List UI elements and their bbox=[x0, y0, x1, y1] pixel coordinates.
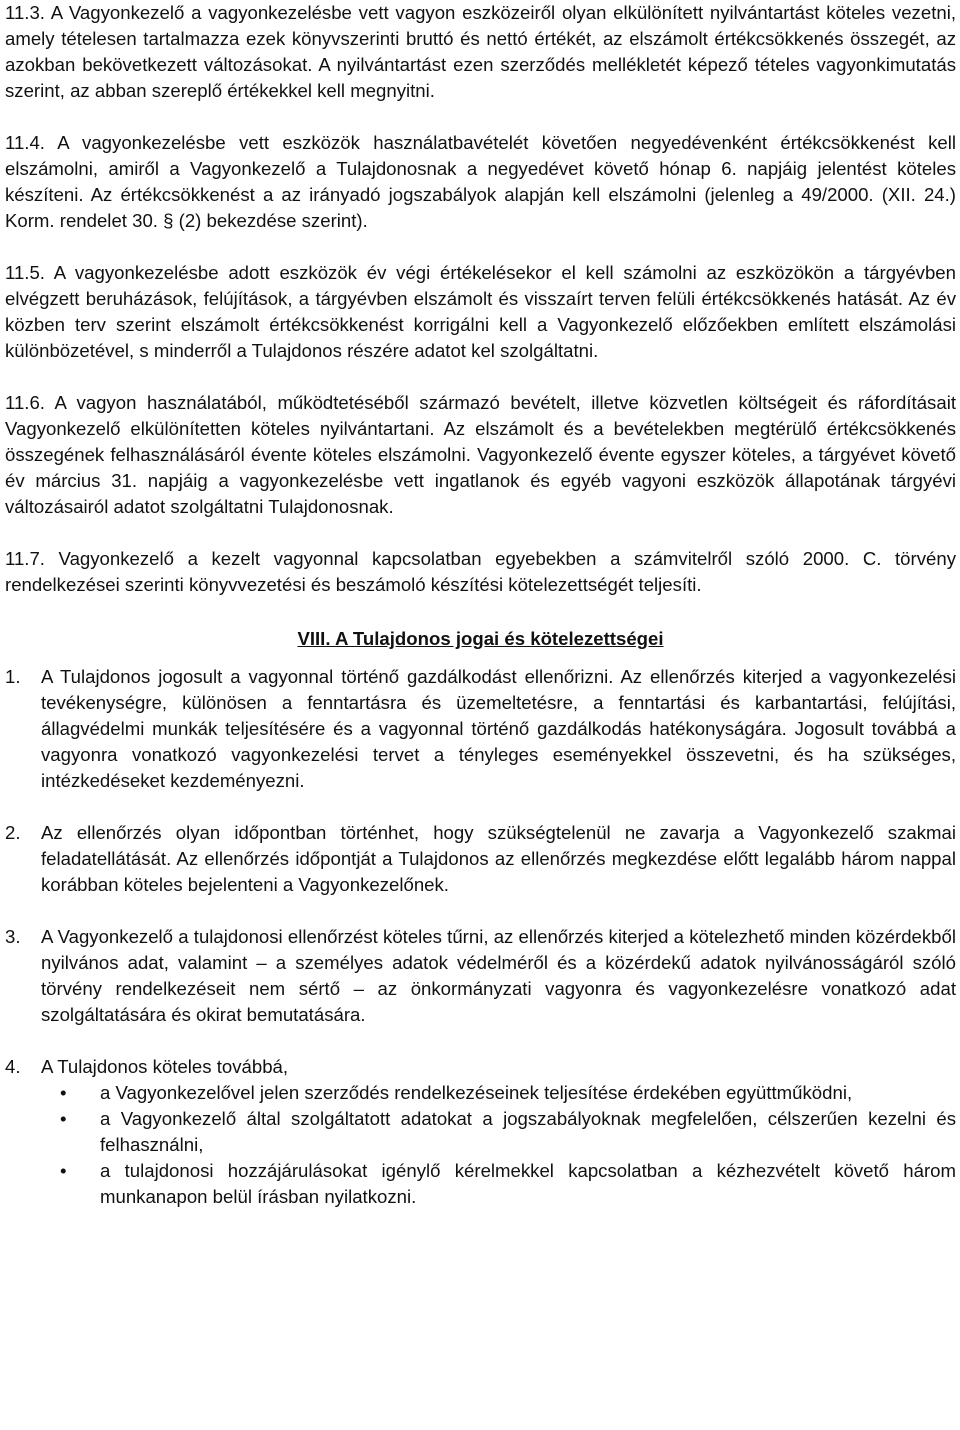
item-text: Az ellenőrzés olyan időpontban történhet, hogy szükségtelenül ne zavarja a Vagyonkezelő szakmai feladatellátását. Az ellenőrzés időpontját a Tulajdonos az ellenőrzés megkezdése előtt legalább három nappal korábban köteles bejelenteni a Vagyonkezelőnek. bbox=[41, 822, 956, 895]
item-number: 2. bbox=[5, 822, 21, 843]
chapter-heading: VIII. A Tulajdonos jogai és kötelezettségei bbox=[297, 628, 664, 649]
bullet-text: a tulajdonosi hozzájárulásokat igénylő kérelmekkel kapcsolatban a kézhezvételt követő három munkanapon belül írásban nyilatkozni. bbox=[100, 1160, 956, 1207]
section-11-7: 11.7. Vagyonkezelő a kezelt vagyonnal kapcsolatban egyebekben a számvitelről szóló 2000. C. törvény rendelkezései szerinti könyvvezetési és beszámoló készítési kötelezettségét teljesíti. bbox=[5, 548, 956, 595]
bullet-icon: • bbox=[60, 1108, 67, 1129]
section-11-3: 11.3. A Vagyonkezelő a vagyonkezelésbe vett vagyon eszközeiről olyan elkülönített nyilvántartást köteles vezetni, amely tételesen tartalmazza ezek könyvszerinti bruttó és nettó értékét, az elszámolt értékcsökkenés összegét, az azokban bekövetkezett változásokat. A nyilvántartást ezen szerződés mellékletét képező tételes vagyonkimutatás szerint, az abban szereplő értékekkel kell megnyitni. bbox=[5, 2, 956, 101]
list-item bbox=[5, 1106, 956, 1158]
numbered-item-2 bbox=[5, 820, 956, 898]
bullet-text: a Vagyonkezelővel jelen szerződés rendelkezéseinek teljesítése érdekében együttműködni, bbox=[100, 1082, 853, 1103]
numbered-item-3 bbox=[5, 924, 956, 1028]
bullet-icon: • bbox=[60, 1160, 67, 1181]
section-11-5: 11.5. A vagyonkezelésbe adott eszközök év végi értékelésekor el kell számolni az eszközökön a tárgyévben elvégzett beruházások, felújítások, a tárgyévben elszámolt és visszaírt terven felüli értékcsökkenés hatását. Az év közben terv szerint elszámolt értékcsökkenést korrigálni kell a Vagyonkezelő előzőekben említett elszámolási különbözetével, s minderről a Tulajdonos részére adatot kel szolgáltatni. bbox=[5, 262, 956, 361]
item-number: 1. bbox=[5, 666, 21, 687]
bullet-icon: • bbox=[60, 1082, 67, 1103]
item-text: A Tulajdonos köteles továbbá, bbox=[41, 1056, 289, 1077]
numbered-item-4 bbox=[5, 1054, 956, 1080]
section-11-4: 11.4. A vagyonkezelésbe vett eszközök használatbavételét követően negyedévenként értékcsökkenést kell elszámolni, amiről a Vagyonkezelő a Tulajdonosnak a negyedévet követő hónap 6. napjáig jelentést köteles készíteni. Az értékcsökkenést a az irányadó jogszabályok alapján kell elszámolni (jelenleg a 49/2000. (XII. 24.) Korm. rendelet 30. § (2) bekezdése szerint). bbox=[5, 132, 956, 231]
item-text: A Vagyonkezelő a tulajdonosi ellenőrzést köteles tűrni, az ellenőrzés kiterjed a kötelezhető minden közérdekből nyilvános adat, valamint – a személyes adatok védelméről és a közérdekű adatok nyilvánosságáról szóló törvény rendelkezéseit nem sértő – az önkormányzati vagyonra és vagyonkezelésre vonatkozó adat szolgáltatására és okirat bemutatására. bbox=[41, 926, 956, 1025]
item-text: A Tulajdonos jogosult a vagyonnal történő gazdálkodást ellenőrizni. Az ellenőrzés kiterjed a vagyonkezelési tevékenységre, különösen a fenntartásra és üzemeltetésre, a fenntartási és karbantartási, felújítási, állagvédelmi munkák teljesítésére és a vagyonnal történő gazdálkodás hatékonyságára. Jogosult továbbá a vagyonra vonatkozó vagyonkezelési tervet a tényleges eseményekkel összevetni, és ha szükséges, intézkedéseket kezdeményezni. bbox=[41, 666, 956, 791]
item-number: 3. bbox=[5, 926, 21, 947]
bullet-text: a Vagyonkezelő által szolgáltatott adatokat a jogszabályoknak megfelelően, célszerűen kezelni és felhasználni, bbox=[100, 1108, 956, 1155]
numbered-item-1 bbox=[5, 664, 956, 794]
section-11-6: 11.6. A vagyon használatából, működtetéséből származó bevételt, illetve közvetlen költségeit és ráfordításait Vagyonkezelő elkülönítetten köteles nyilvántartani. Az elszámolt és a bevételekben megtérülő értékcsökkenés összegének felhasználásáról évente köteles elszámolni. Vagyonkezelő évente egyszer köteles, a tárgyévet követő év március 31. napjáig a vagyonkezelésbe vett ingatlanok és egyéb vagyoni eszközök állapotának tárgyévi változásairól adatot szolgáltatni Tulajdonosnak. bbox=[5, 392, 956, 517]
item-number: 4. bbox=[5, 1056, 21, 1077]
list-item bbox=[5, 1158, 956, 1210]
list-item bbox=[5, 1080, 956, 1106]
bullet-list bbox=[5, 1080, 956, 1210]
